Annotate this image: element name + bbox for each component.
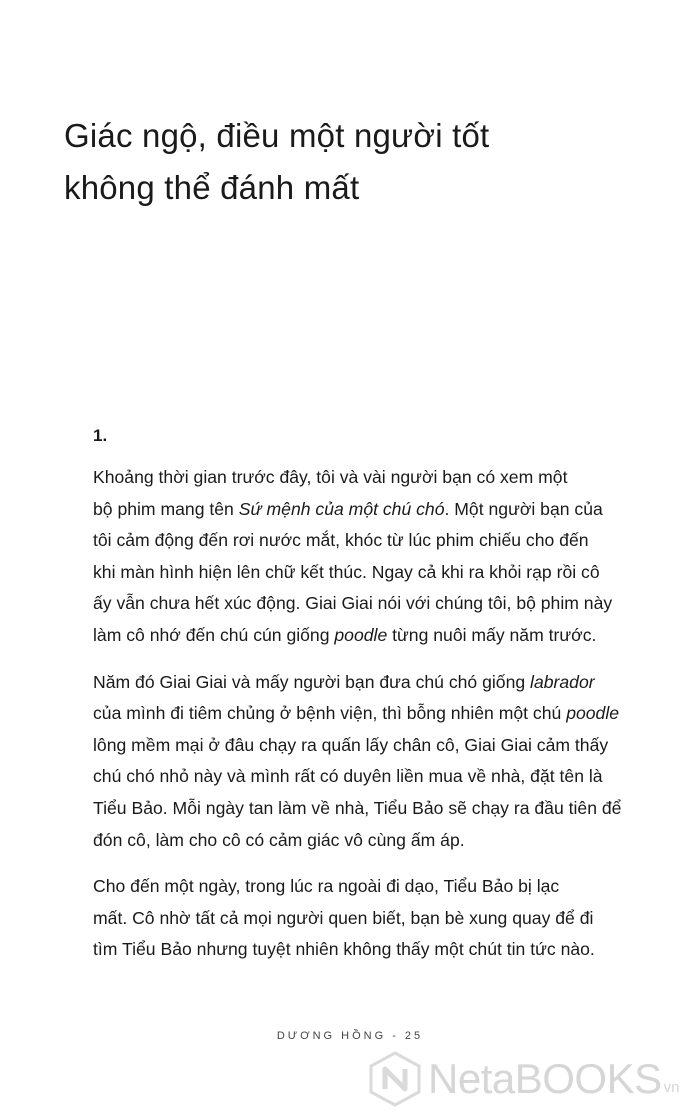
paragraph-line: tôi cảm động đến rơi nước mắt, khóc từ lúc phim chiếu cho đến (93, 530, 589, 551)
paragraph-line: mất. Cô nhờ tất cả mọi người quen biết, bạn bè xung quay để đi (93, 907, 594, 928)
section-number: 1. (93, 426, 108, 445)
paragraph-line: lông mềm mại ở đâu chạy ra quấn lấy chân cô, Giai Giai cảm thấy (93, 734, 609, 755)
chapter-title-line-1: Giác ngộ, điều một người tốt (64, 117, 490, 154)
paragraph-line: Năm đó Giai Giai và mấy người bạn đưa chú chó giống labrador (93, 671, 595, 692)
netabooks-logo-icon (368, 1051, 422, 1107)
paragraph-line: chú chó nhỏ này và mình rất có duyên liền mua về nhà, đặt tên là (93, 766, 603, 787)
chapter-title-line-2: không thể đánh mất (64, 169, 360, 206)
paragraph-line: ấy vẫn chưa hết xúc động. Giai Giai nói với chúng tôi, bộ phim này (93, 593, 613, 614)
paragraph-line: khi màn hình hiện lên chữ kết thúc. Ngay cả khi ra khỏi rạp rồi cô (93, 561, 600, 582)
paragraph-line: bộ phim mang tên Sứ mệnh của một chú chó. Một người bạn của (93, 498, 603, 519)
footer-running-head: DƯƠNG HỒNG - 25 (276, 1030, 424, 1042)
paragraph-line: làm cô nhớ đến chú cún giống poodle từng nuôi mấy năm trước. (93, 624, 597, 645)
chapter-title (64, 110, 664, 214)
italic-term: Sứ mệnh của một chú chó (238, 498, 445, 519)
paragraph (93, 871, 653, 966)
body-text (93, 462, 653, 981)
watermark-suffix: vn (663, 1078, 680, 1096)
paragraph-line: đón cô, làm cho cô có cảm giác vô cùng ấm áp. (93, 829, 465, 850)
watermark-brand: NetaBOOKS (428, 1055, 662, 1102)
paragraph-line: Khoảng thời gian trước đây, tôi và vài người bạn có xem một (93, 467, 568, 487)
italic-term: poodle (334, 624, 388, 645)
paragraph (93, 667, 653, 857)
paragraph-line: Tiểu Bảo. Mỗi ngày tan làm về nhà, Tiểu Bảo sẽ chạy ra đầu tiên để (93, 797, 622, 818)
italic-term: labrador (530, 671, 595, 692)
watermark (368, 1048, 679, 1110)
paragraph-line: của mình đi tiêm chủng ở bệnh viện, thì bỗng nhiên một chú poodle (93, 703, 620, 724)
paragraph-line: tìm Tiểu Bảo nhưng tuyệt nhiên không thấy một chút tin tức nào. (93, 939, 595, 960)
paragraph (93, 462, 653, 652)
paragraph-line: Cho đến một ngày, trong lúc ra ngoài đi dạo, Tiểu Bảo bị lạc (93, 876, 560, 897)
italic-term: poodle (566, 703, 620, 724)
